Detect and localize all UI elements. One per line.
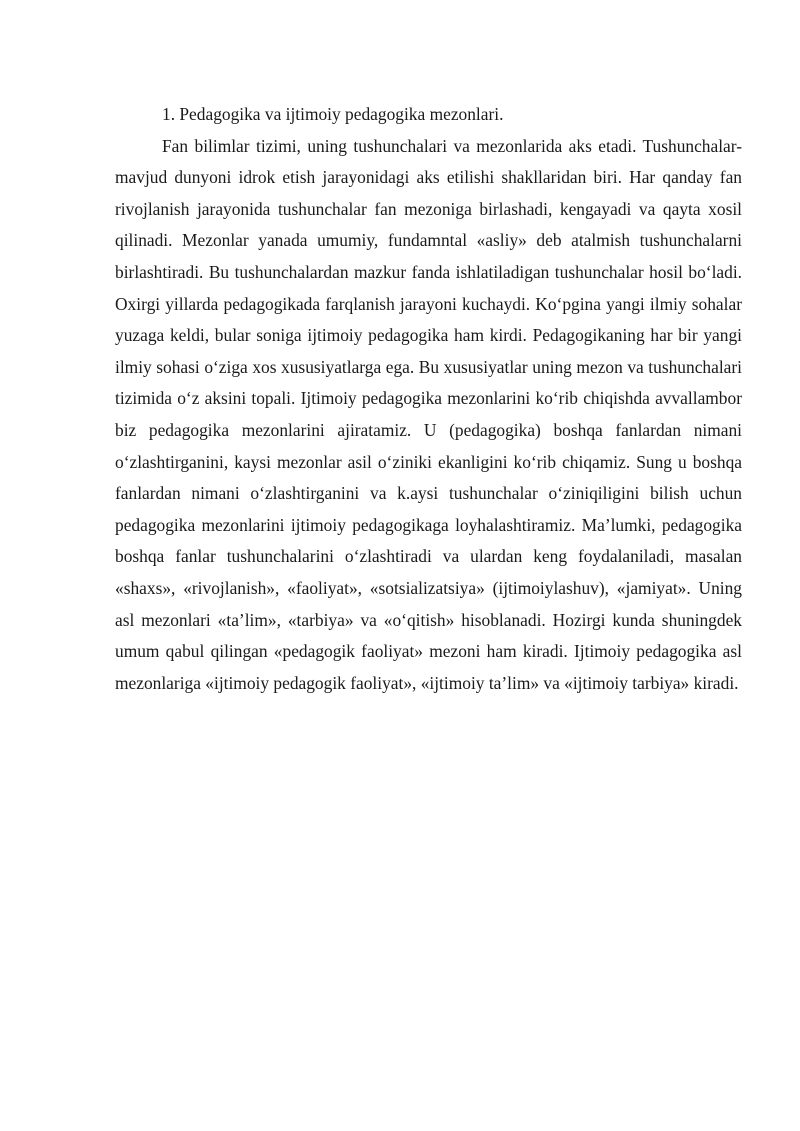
section-heading: 1. Pedagogika va ijtimoiy pedagogika mezonlari. [162, 104, 504, 124]
body-paragraph: Fan bilimlar tizimi, uning tushunchalari va mezonlarida aks etadi. Tushunchalar-mavjud dunyoni idrok etish jarayonidagi aks etilishi shakllaridan biri. Har qanday fan rivojlanish jarayonida tushunchalar fan mezoniga birlashadi, kengayadi va qayta xosil qilinadi. Mezonlar yanada umumiy, fundamntal «asliy» deb atalmish tushunchalarni birlashtiradi. Bu tushunchalardan mazkur fanda ishlatiladigan tushunchalar hosil bo‘ladi. Oxirgi yillarda pedagogikada farqlanish jarayoni kuchaydi. Ko‘pgina yangi ilmiy sohalar yuzaga keldi, bular soniga ijtimoiy pedagogika ham kirdi. Pedagogikaning har bir yangi ilmiy sohasi o‘ziga xos xususiyatlarga ega. Bu xususiyatlar uning mezon va tushunchalari tizimida o‘z aksini topali. Ijtimoiy pedagogika mezonlarini ko‘rib chiqishda avvallambor biz pedagogika mezonlarini ajiratamiz. U (pedagogika) boshqa fanlardan nimani o‘zlashtirganini, kaysi mezonlar asil o‘ziniki ekanligini ko‘rib chiqamiz. Sung u boshqa fanlardan nimani o‘zlashtirganini va k.aysi tushunchalar o‘ziniqiligini bilish uchun pedagogika mezonlarini ijtimoiy pedagogikaga loyhalashtiramiz. Ma’lumki, pedagogika boshqa fanlar tushunchalarini o‘zlashtiradi va ulardan keng foydalaniladi, masalan «shaxs», «rivojlanish», «faoliyat», «sotsializatsiya» (ijtimoiylashuv), «jamiyat». Uning asl mezonlari «ta’lim», «tarbiya» va «o‘qitish» hisoblanadi. Hozirgi kunda shuningdek umum qabul qilingan «pedagogik faoliyat» mezoni ham kiradi. Ijtimoiy pedagogika asl mezonlariga «ijtimoiy pedagogik faoliyat», «ijtimoiy ta’lim» va «ijtimoiy tarbiya» kiradi. [115, 135, 742, 693]
document-body [115, 99, 742, 699]
